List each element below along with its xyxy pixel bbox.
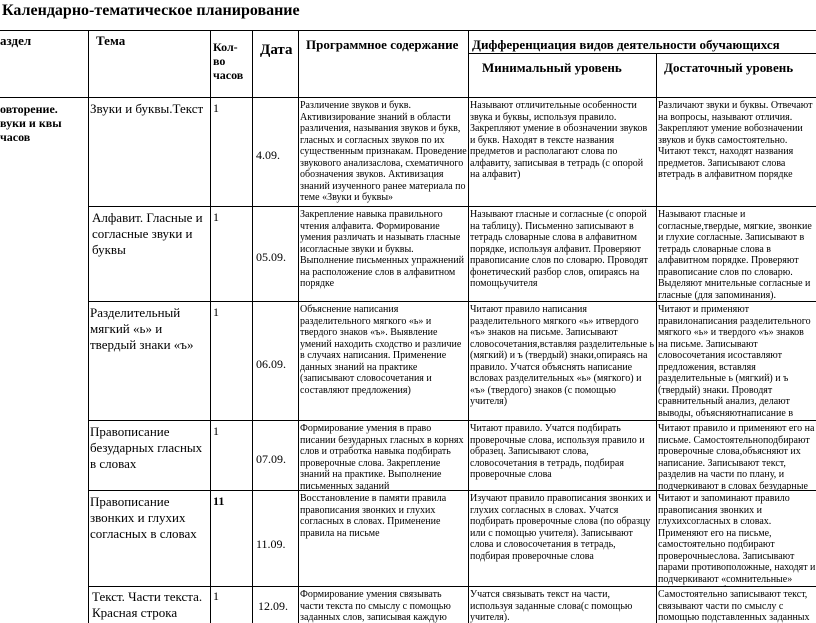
min-level-cell: Называют отличительные особенности звука и буквы, используя правило. Закрепляют умение в обозначении звуков и букв. Находят в тексте названия предметов и располагают слова по алфавиту, записывая в тетрадь (с опорой на алфавит) <box>470 100 648 180</box>
date-cell: 4.09. <box>256 148 280 162</box>
header-differentiation: Дифференциация видов деятельности обучающихся <box>472 37 780 52</box>
topic-cell: Алфавит. Гласные и согласные звуки и буквы <box>92 210 203 257</box>
page-title: Календарно-тематическое планирование <box>2 2 300 19</box>
min-level-cell: Читают правило. Учатся подбирать проверочные слова, используя правило и образец. Записывают слова, словосочетания в тетрадь, подбирая проверочные слова <box>470 423 645 480</box>
header-suff-level: Достаточный уровень <box>664 60 794 75</box>
content-cell: Закрепление навыка правильного чтения алфавита. Формирование умения различать и называть гласные исогласные звуки и буквы. Выполнение письменных упражнений на расположение слов в алфавитном порядке <box>300 209 464 289</box>
header-hours: Кол-во часов <box>213 40 244 82</box>
content-cell: Формирование умения связывать части текста по смыслу с помощью заданных слов, записывая каждую <box>300 589 451 623</box>
hours-cell: 1 <box>213 589 219 603</box>
header-section: аздел <box>0 33 32 48</box>
topic-cell: Звуки и буквы.Текст <box>90 101 204 116</box>
content-cell: Объяснение написания разделительного мягкого «ь» и твердого знаков «ъ». Выявление умений находить сходство и различие в случаях написания. Применение данных знаний на практике (записывают словосочетания и составляют предложения) <box>300 304 462 396</box>
suff-level-cell: Называют гласные и согласные,твердые, мягкие, звонкие и глухие согласные. Записывают в тетрадь словарные слова в алфавитном порядке. Проверяют правописание слов по словарю. Выделяют мнительные согласные и гласные (для запоминания). <box>658 209 812 301</box>
date-cell: 11.09. <box>256 537 286 551</box>
topic-cell: Правописание безударных гласных в словах <box>90 424 203 471</box>
min-level-cell: Называют гласные и согласные (с опорой на таблицу). Письменно записывают в тетрадь словарные слова в алфавитном порядке, используя алфавит. Проверяют правописание слов по словарю. Проводят фонетический разбор слов, опираясь на помощьучителя <box>470 209 648 289</box>
date-cell: 07.09. <box>256 452 286 466</box>
topic-cell: Текст. Части текста. Красная строка <box>92 589 203 620</box>
hours-cell: 1 <box>213 424 219 438</box>
section-label: овторение. вуки и квы часов <box>0 102 62 144</box>
content-cell: Восстановление в памяти правила правописания звонких и глухих согласных в словах. Применение правила на письме <box>300 493 447 539</box>
header-content: Программное содержание <box>306 37 459 52</box>
content-cell: Различение звуков и букв. Активизирование знаний в области различения, называния звуков и букв, гласных и согласных звуков по их существенным признакам. Проведение звукового анализасловa, схематичного обозначения звуков. Активизация знаний изученного ранее материала по теме «Звуки и буквы» <box>300 100 467 203</box>
date-cell: 12.09. <box>258 599 288 613</box>
header-topic: Тема <box>96 33 126 48</box>
suff-level-cell: Читают и применяют правилонаписания разделительного мягкого «ь» и твердого «ъ» знаков на письме. Записывают словосочетания исоставляют предложения, вставляя разделительные ь (мягкий) и ъ (твердый) знаки. Проводят сравнительный анализ, делают выводы, объясняютнаписание в <box>658 304 811 419</box>
suff-level-cell: Различают звуки и буквы. Отвечают на вопросы, называют отличия. Закрепляют умение вобозначении звуков и букв самостоятельно. Читают текст, находят названия предметов. Записывают слова втетрадь в алфавитном порядке <box>658 100 813 180</box>
hours-cell: 1 <box>213 101 219 115</box>
header-min-level: Минимальный уровень <box>482 60 622 75</box>
min-level-cell: Изучают правило правописания звонких и глухих согласных в словах. Учатся подбирать проверочные слова (по образцу или с помощью учителя). Записывают слова и словосочетания в тетрадь, подбирая проверочные слова <box>470 493 651 562</box>
hours-cell: 1 <box>213 305 219 319</box>
header-date: Дата <box>260 42 293 58</box>
hours-cell: 11 <box>213 494 225 508</box>
topic-cell: Разделительный мягкий «ь» и твердый знаки «ъ» <box>90 305 194 352</box>
hours-cell: 1 <box>213 210 219 224</box>
suff-level-cell: Самостоятельно записывают текст, связывают части по смыслу с помощью подставленных заданных <box>658 589 810 623</box>
suff-level-cell: Читают правило и применяют его на письме. Самостоятельноподбирают проверочные слова,объясняют их написание. Записывают текст, разделив на части по плану, и подчеркивают в словах безударные <box>658 423 815 490</box>
min-level-cell: Читают правило написания разделительного мягкого «ь» итвердого «ъ» знаков на письме. Записывают словосочетания,вставляя разделительные ь (мягкий) и ъ (твердый) знаки,опираясь на правило. Учатся объяснять написание вслoвах разделительных «ь» (мягкого) и «ъ» (твердого) знаков (с помощью учителя) <box>470 304 655 407</box>
suff-level-cell: Читают и запоминают правило правописания звонких и глухихсогласных в словах. Применяют его на письме, самостоятельно подбирают проверочныеслова. Записывают парами противоположные, находят и подчеркивают «сомнительные» <box>658 493 816 585</box>
topic-cell: Правописание звонких и глухих согласных в словах <box>90 494 197 541</box>
min-level-cell: Учатся связывать текст на части, используя заданные слова(с помощью учителя). <box>470 589 633 623</box>
date-cell: 05.09. <box>256 250 286 264</box>
date-cell: 06.09. <box>256 357 286 371</box>
content-cell: Формирование умения в право писании безударных гласных в корнях слов и отработка навыка подбирать проверочные слова. Закрепление знаний на практике. Выполнение письменных заданий <box>300 423 464 490</box>
